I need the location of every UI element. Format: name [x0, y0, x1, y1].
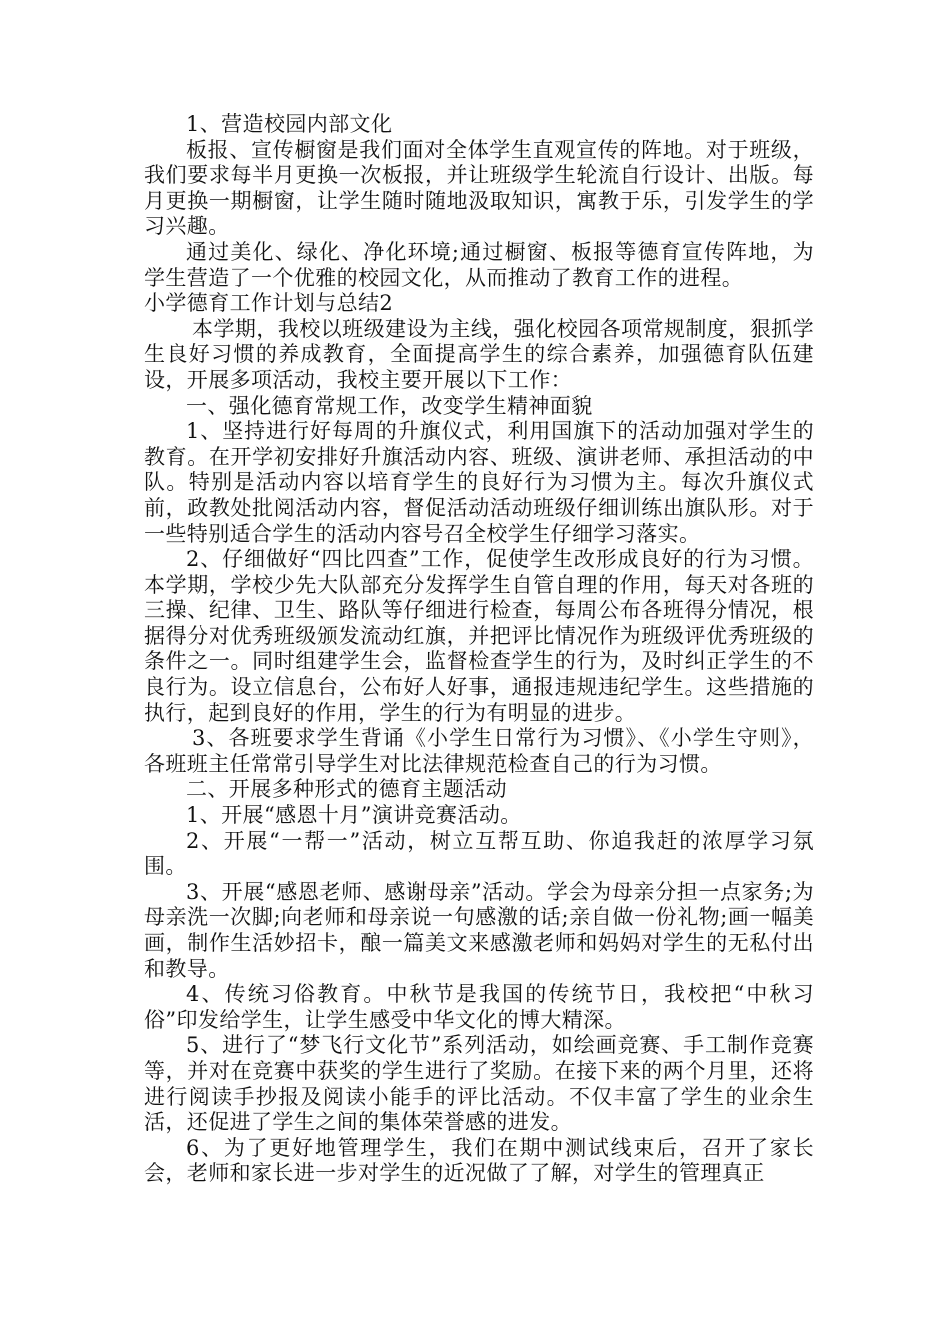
paragraph: 板报、宣传橱窗是我们面对全体学生直观宣传的阵地。对于班级，我们要求每半月更换一次板报，并让班级学生轮流自行设计、出版。每月更换一期橱窗，让学生随时随地汲取知识，寓教于乐，引发学生的学习兴趣。: [144, 137, 814, 239]
paragraph: 2、开展“一帮一”活动，树立互帮互助、你追我赶的浓厚学习氛围。: [144, 828, 814, 879]
paragraph: 3、各班要求学生背诵《小学生日常行为习惯》、《小学生守则》，各班班主任常常引导学生对比法律规范检查自己的行为习惯。: [144, 726, 814, 776]
section-heading: 小学德育工作计划与总结2: [144, 291, 394, 316]
paragraph: 1、开展“感恩十月”演讲竞赛活动。: [186, 803, 522, 828]
paragraph: 6、为了更好地管理学生，我们在期中测试线束后，召开了家长会，老师和家长进一步对学生的近况做了了解，对学生的管理真正: [144, 1135, 814, 1186]
paragraph: 本学期，我校以班级建设为主线，强化校园各项常规制度，狠抓学生良好习惯的养成教育，全面提高学生的综合素养，加强德育队伍建设，开展多项活动，我校主要开展以下工作：: [144, 316, 814, 392]
paragraph: 1、营造校园内部文化: [186, 112, 393, 136]
subheading: 二、开展多种形式的德育主题活动: [186, 777, 507, 802]
paragraph: 3、开展“感恩老师、感谢母亲”活动。学会为母亲分担一点家务;为母亲洗一次脚;向老师和母亲说一句感激的话;亲自做一份礼物;画一幅美画，制作生活妙招卡，酿一篇美文来感激老师和妈妈对学生的无私付出和教导。: [144, 879, 814, 981]
paragraph: 1、坚持进行好每周的升旗仪式，利用国旗下的活动加强对学生的教育。在开学初安排好升旗活动内容、班级、演讲老师、承担活动的中队。特别是活动内容以培育学生的良好行为习惯为主。每次升旗仪式前，政教处批阅活动内容，督促活动活动班级仔细训练出旗队形。对于一些特别适合学生的活动内容号召全校学生仔细学习落实。: [144, 419, 814, 546]
paragraph: 通过美化、绿化、净化环境;通过橱窗、板报等德育宣传阵地，为学生营造了一个优雅的校园文化，从而推动了教育工作的进程。: [144, 239, 814, 290]
paragraph: 4、传统习俗教育。中秋节是我国的传统节日，我校把“中秋习俗”印发给学生，让学生感受中华文化的博大精深。: [144, 982, 814, 1032]
paragraph: 5、进行了“梦飞行文化节”系列活动，如绘画竞赛、手工制作竞赛等，并对在竞赛中获奖的学生进行了奖励。在接下来的两个月里，还将进行阅读手抄报及阅读小能手的评比活动。不仅丰富了学生的业余生活，还促进了学生之间的集体荣誉感的进发。: [144, 1033, 814, 1135]
paragraph: 2、仔细做好“四比四查”工作，促使学生改形成良好的行为习惯。本学期，学校少先大队部充分发挥学生自管自理的作用，每天对各班的三操、纪律、卫生、路队等仔细进行检查，每周公布各班得分情况，根据得分对优秀班级颁发流动红旗，并把评比情况作为班级评优秀班级的条件之一。同时组建学生会，监督检查学生的行为，及时纠正学生的不良行为。设立信息台，公布好人好事，通报违规违纪学生。这些措施的执行，起到良好的作用，学生的行为有明显的进步。: [144, 547, 814, 725]
subheading: 一、强化德育常规工作，改变学生精神面貌: [186, 393, 593, 418]
document-page: [144, 112, 814, 1187]
